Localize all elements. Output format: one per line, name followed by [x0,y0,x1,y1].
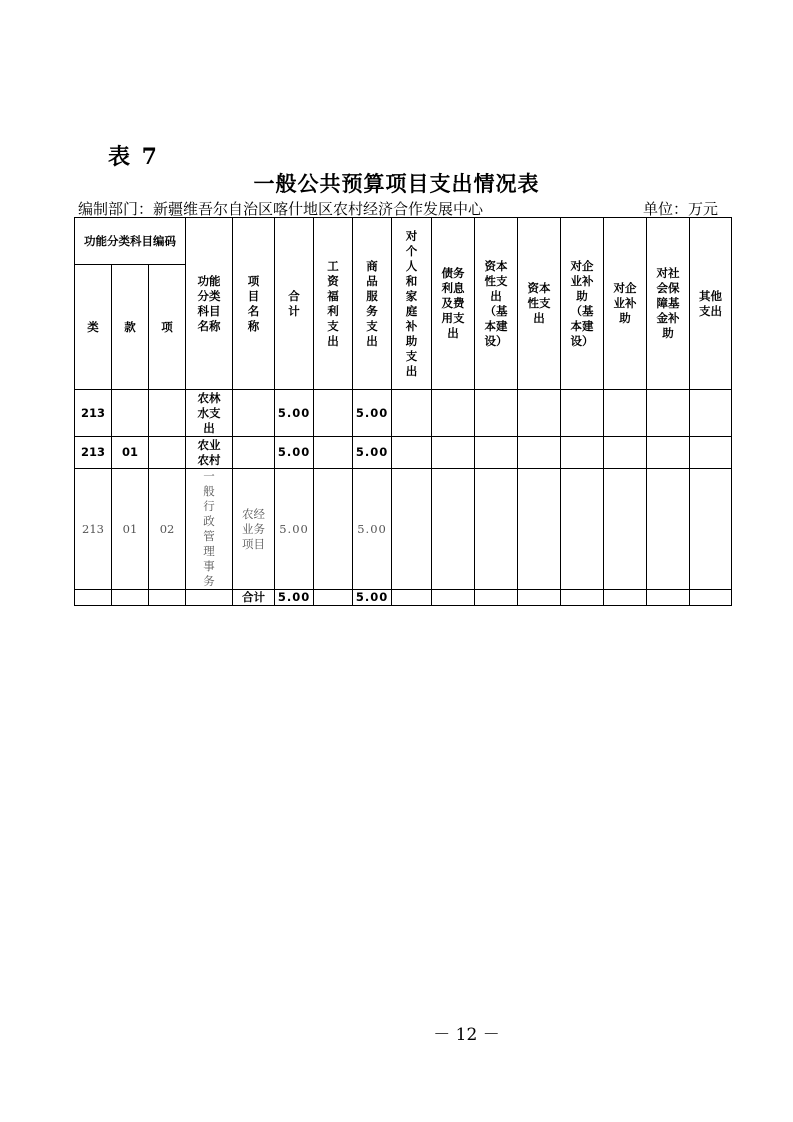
cell-empty [690,390,732,437]
cell-empty [314,590,353,606]
header-personal: 对个人和家庭补助支出 [392,218,432,390]
cell-empty [561,437,604,469]
cell-wage [314,390,353,437]
meta-row [78,198,718,219]
table-row [75,437,732,469]
header-row-1 [75,218,732,265]
cell-empty [690,437,732,469]
cell-wage [314,437,353,469]
cell-empty [75,590,112,606]
table-row [75,469,732,590]
cell-kuan: 01 [112,469,149,590]
cell-empty [561,590,604,606]
cell-total: 5.00 [275,469,314,590]
header-enterprise: 对企业补助 [604,218,647,390]
cell-total: 5.00 [275,390,314,437]
cell-empty [432,469,475,590]
cell-empty [392,590,432,606]
cell-proj-name [233,390,275,437]
cell-lei: 213 [75,390,112,437]
cell-kuan [112,390,149,437]
header-goods: 商品服务支出 [353,218,392,390]
header-capital-basic: 资本性支出（基本建设） [475,218,518,390]
header-capital: 资本性支出 [518,218,561,390]
cell-empty [149,590,186,606]
cell-empty [432,590,475,606]
page-number: － 12 － [433,1025,500,1045]
table-row [75,390,732,437]
cell-goods: 5.00 [353,437,392,469]
cell-kuan: 01 [112,437,149,469]
header-func-name: 功能分类科目名称 [186,218,233,390]
department-prefix: 编制部门： [78,200,154,218]
cell-empty [392,437,432,469]
cell-empty [432,390,475,437]
cell-empty [647,469,690,590]
cell-empty [392,469,432,590]
cell-empty [604,437,647,469]
cell-empty [604,390,647,437]
total-value: 5.00 [275,590,314,606]
cell-empty [518,590,561,606]
cell-empty [475,390,518,437]
cell-empty [186,590,233,606]
total-label: 合计 [233,590,275,606]
cell-func-name: 一般行政管理事务 [186,469,233,590]
cell-empty [647,390,690,437]
cell-empty [604,590,647,606]
cell-empty [475,590,518,606]
department-line [78,198,483,219]
header-code-group: 功能分类科目编码 [75,218,186,265]
header-debt: 债务利息及费用支出 [432,218,475,390]
cell-empty [475,469,518,590]
cell-xiang [149,437,186,469]
cell-empty [690,469,732,590]
cell-lei: 213 [75,437,112,469]
cell-empty [518,437,561,469]
header-social: 对社会保障基金补助 [647,218,690,390]
cell-empty [604,469,647,590]
cell-empty [432,437,475,469]
cell-empty [475,437,518,469]
expenditure-table [74,217,732,606]
cell-proj-name [233,437,275,469]
cell-wage [314,469,353,590]
cell-empty [518,390,561,437]
cell-empty [561,390,604,437]
cell-func-name: 农林水支出 [186,390,233,437]
cell-empty [690,590,732,606]
document-title: 一般公共预算项目支出情况表 [253,171,540,196]
cell-empty [647,590,690,606]
cell-total: 5.00 [275,437,314,469]
header-other: 其他支出 [690,218,732,390]
header-total: 合计 [275,218,314,390]
cell-empty [112,590,149,606]
total-row [75,590,732,606]
header-wage: 工资福利支出 [314,218,353,390]
header-lei: 类 [75,265,112,390]
cell-empty [518,469,561,590]
header-xiang: 项 [149,265,186,390]
cell-empty [392,390,432,437]
cell-lei: 213 [75,469,112,590]
cell-xiang [149,390,186,437]
header-kuan: 款 [112,265,149,390]
unit-label: 单位：万元 [642,200,718,218]
cell-proj-name: 农经业务项目 [233,469,275,590]
cell-empty [561,469,604,590]
cell-goods: 5.00 [353,469,392,590]
header-proj-name: 项目名称 [233,218,275,390]
cell-func-name: 农业农村 [186,437,233,469]
cell-xiang: 02 [149,469,186,590]
department-name: 新疆维吾尔自治区喀什地区农村经济合作发展中心 [153,200,484,218]
table-label: 表 7 [108,144,159,170]
cell-empty [647,437,690,469]
total-goods: 5.00 [353,590,392,606]
cell-goods: 5.00 [353,390,392,437]
header-enterprise-basic: 对企业补助（基本建设） [561,218,604,390]
